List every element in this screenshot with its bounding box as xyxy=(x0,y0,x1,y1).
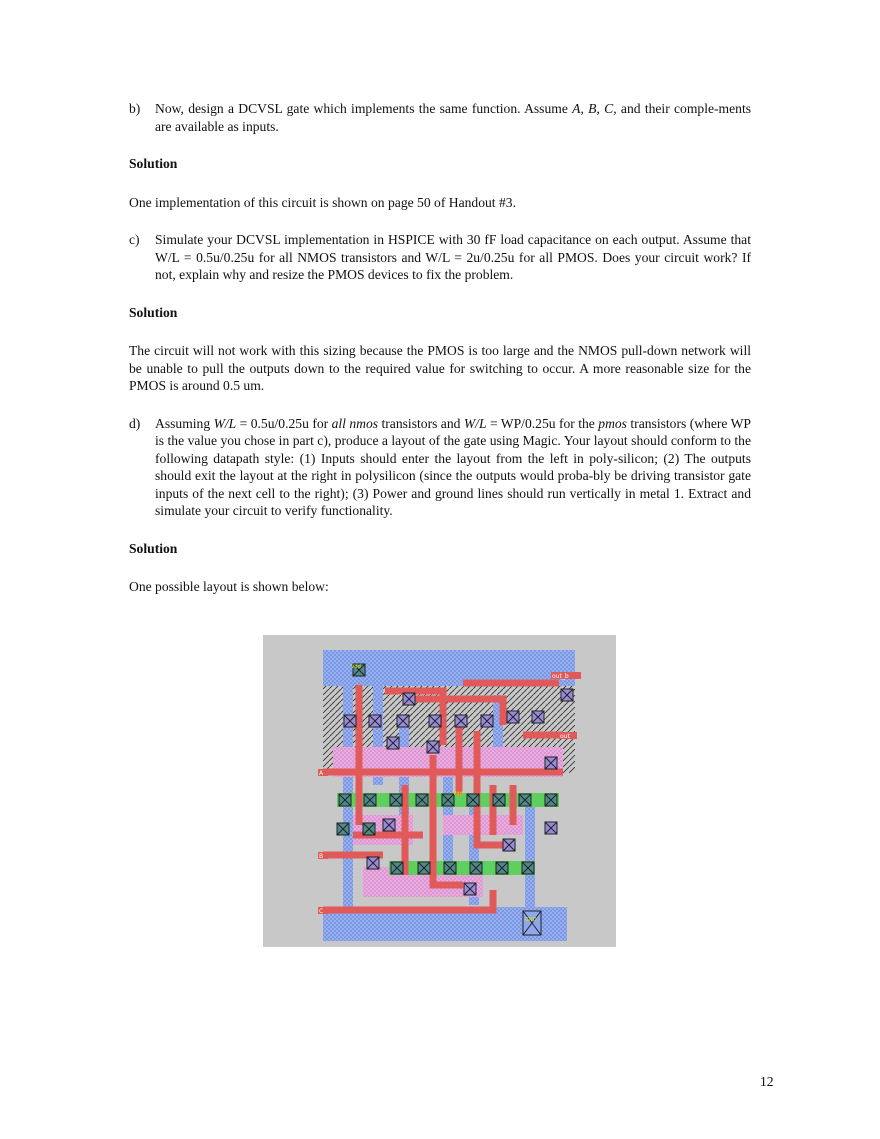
solution-text-c: The circuit will not work with this sizing because the PMOS is too large and the NMOS pull-down network will be unable to pull the outputs down to the required value for switching to occur. A more reasonable size for the PMOS is around 0.5 um. xyxy=(129,343,751,393)
pin-label-c: C xyxy=(319,908,324,915)
ndiff-row xyxy=(389,861,535,875)
contact xyxy=(427,741,439,753)
var-a: A xyxy=(572,101,581,116)
question-text-c: Simulate your DCVSL implementation in HSPICE with 30 fF load capacitance on each output. Assume that W/L = 0.5u/0.25u for all NMOS transistors and W/L = 2u/0.25u for all PMOS. Does your circuit work? If not, explain why and resize the PMOS devices to fix the problem. xyxy=(155,232,751,282)
pin-label-a: A xyxy=(319,770,324,777)
contact xyxy=(493,794,505,806)
question-label-c: c) xyxy=(129,232,140,247)
contact xyxy=(503,839,515,851)
contact xyxy=(369,715,381,727)
pin-label-gnd: GND xyxy=(525,917,537,923)
contact xyxy=(339,794,351,806)
pin-label-out: out xyxy=(560,733,570,740)
metal-strap xyxy=(525,805,535,909)
solution-heading-d: Solution xyxy=(129,540,178,556)
contact xyxy=(496,862,508,874)
document-body xyxy=(129,100,751,596)
page-number: 12 xyxy=(760,1074,774,1089)
pin-label-vdd-2: Vdd xyxy=(453,791,463,797)
pin-label-b: B xyxy=(319,853,324,860)
question-c xyxy=(129,231,751,284)
contact xyxy=(416,794,428,806)
contact xyxy=(429,715,441,727)
contact xyxy=(545,794,557,806)
contact xyxy=(364,794,376,806)
contact xyxy=(344,715,356,727)
contact xyxy=(391,862,403,874)
contact xyxy=(337,823,349,835)
solution-text-d: One possible layout is shown below: xyxy=(129,579,329,594)
solution-heading-b: Solution xyxy=(129,156,178,171)
contact xyxy=(383,819,395,831)
contact xyxy=(522,862,534,874)
contact xyxy=(507,711,519,723)
contact xyxy=(455,715,467,727)
question-d xyxy=(129,415,751,520)
question-b xyxy=(129,100,751,135)
contact xyxy=(363,823,375,835)
contact xyxy=(481,715,493,727)
contact xyxy=(387,737,399,749)
contact xyxy=(444,862,456,874)
question-label-d: d) xyxy=(129,415,141,431)
solution-text-b: One implementation of this circuit is shown on page 50 of Handout #3. xyxy=(129,194,516,210)
var-b: B xyxy=(588,101,597,116)
contact xyxy=(467,794,479,806)
contact xyxy=(418,862,430,874)
solution-heading-c: Solution xyxy=(129,304,178,320)
magic-layout-drawing xyxy=(263,635,616,947)
contact xyxy=(367,857,379,869)
gnd-contact xyxy=(523,911,541,935)
contact xyxy=(545,757,557,769)
contact xyxy=(532,711,544,723)
contact xyxy=(519,794,531,806)
contact xyxy=(403,693,415,705)
contact xyxy=(390,794,402,806)
contact xyxy=(545,822,557,834)
contact xyxy=(397,715,409,727)
pin-label-vdd: Vdd xyxy=(351,664,361,670)
question-text-d: Assuming W/L = 0.5u/0.25u for all nmos transistors and W/L = WP/0.25u for the pmos transistors (where WP is the value you chose in part c), produce a layout of the gate using Magic. Your layout should conform to the following datapath style: (1) Inputs should enter the layout from the left in poly-silicon; (2) The outputs should exit the layout at the right in polysilicon (since the outputs would proba-bly be driving transistor gate inputs of the next cell to the right); (3) Power and ground lines should run vertically in metal 1. Extract and simulate your circuit to verify functionality. xyxy=(155,415,751,518)
layout-figure xyxy=(263,635,616,947)
contact xyxy=(561,689,573,701)
question-text-b: Now, design a DCVSL gate which implements the same function. Assume A, B, C, and their comple-ments are available as inputs. xyxy=(155,101,752,134)
contact xyxy=(464,883,476,895)
var-c: C xyxy=(604,101,614,116)
contact xyxy=(470,862,482,874)
pin-label-out-b: out_b xyxy=(552,673,569,680)
question-label-b: b) xyxy=(129,101,141,116)
